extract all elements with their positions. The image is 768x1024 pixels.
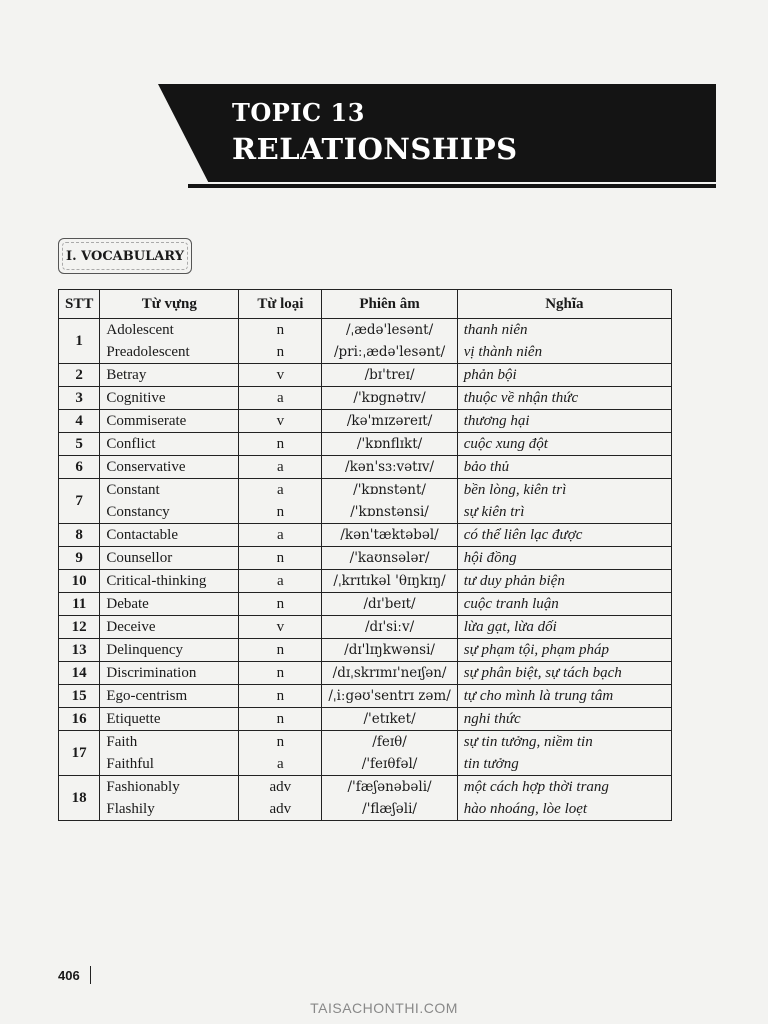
table-row (59, 708, 672, 731)
phonetic-transcription: /ˌiːgəʊ'sentrɪ zəm/ (328, 688, 451, 704)
row-number: 7 (59, 479, 100, 524)
vocab-word-cell (100, 319, 239, 364)
part-of-speech: a (277, 482, 284, 498)
phonetic-transcription: /ˌædə'lesənt/ (345, 322, 434, 338)
part-of-speech-cell (239, 364, 322, 387)
meaning-cell (457, 479, 671, 524)
part-of-speech-cell (239, 387, 322, 410)
part-of-speech: n (276, 642, 285, 658)
phonetic-transcription: /kə'mɪzəreɪt/ (346, 413, 433, 429)
vocab-word: Ego-centrism (106, 688, 188, 704)
meaning: nghi thức (463, 711, 521, 727)
meaning: một cách hợp thời trang (463, 779, 609, 795)
vocab-word: Fashionably (106, 779, 180, 795)
part-of-speech-cell (239, 639, 322, 662)
meaning: hào nhoáng, lòe loẹt (463, 801, 588, 817)
table-row (59, 433, 672, 456)
vocab-word-cell (100, 410, 239, 433)
column-header: Từ vựng (100, 290, 239, 319)
part-of-speech: adv (269, 801, 292, 817)
phonetic-transcription: /dɪ'beɪt/ (363, 596, 416, 612)
phonetic-transcription-cell (322, 524, 457, 547)
row-number: 8 (59, 524, 100, 547)
phonetic-transcription-cell (322, 662, 457, 685)
part-of-speech-cell (239, 593, 322, 616)
meaning-cell (457, 570, 671, 593)
phonetic-transcription: /dɪ'siːv/ (364, 619, 415, 635)
phonetic-transcription-cell (322, 731, 457, 776)
vocab-word-cell (100, 776, 239, 821)
column-header: Từ loại (239, 290, 322, 319)
meaning-cell (457, 524, 671, 547)
vocab-word: Betray (106, 367, 147, 383)
row-number: 3 (59, 387, 100, 410)
vocab-word-cell (100, 570, 239, 593)
table-row (59, 662, 672, 685)
vocab-word-cell (100, 616, 239, 639)
part-of-speech: n (276, 688, 285, 704)
page-number-divider (90, 966, 91, 984)
vocab-word-cell (100, 387, 239, 410)
phonetic-transcription-cell (322, 708, 457, 731)
part-of-speech-cell (239, 479, 322, 524)
phonetic-transcription: /priːˌædə'lesənt/ (333, 344, 446, 360)
table-row (59, 364, 672, 387)
vocab-word: Constant (106, 482, 160, 498)
part-of-speech: n (276, 322, 285, 338)
vocab-word: Constancy (106, 504, 170, 520)
meaning-cell (457, 410, 671, 433)
phonetic-transcription-cell (322, 479, 457, 524)
meaning-cell (457, 685, 671, 708)
row-number: 1 (59, 319, 100, 364)
phonetic-transcription: /dɪ'lɪŋkwənsi/ (344, 642, 435, 658)
vocab-word: Etiquette (106, 711, 161, 727)
phonetic-transcription: /'kaʊnsələr/ (349, 550, 430, 566)
column-header: STT (59, 290, 100, 319)
vocab-word-cell (100, 593, 239, 616)
row-number: 17 (59, 731, 100, 776)
table-row (59, 685, 672, 708)
part-of-speech: n (276, 734, 285, 750)
meaning-cell (457, 639, 671, 662)
part-of-speech: n (276, 550, 285, 566)
meaning: cuộc tranh luận (463, 596, 559, 612)
meaning: sự kiên trì (463, 504, 525, 520)
table-row (59, 387, 672, 410)
table-row (59, 731, 672, 776)
part-of-speech-cell (239, 524, 322, 547)
part-of-speech-cell (239, 776, 322, 821)
meaning-cell (457, 364, 671, 387)
part-of-speech: a (277, 527, 284, 543)
table-row (59, 593, 672, 616)
meaning: tự cho mình là trung tâm (463, 688, 614, 704)
vocab-word-cell (100, 433, 239, 456)
part-of-speech-cell (239, 570, 322, 593)
meaning: lừa gạt, lừa dối (463, 619, 557, 635)
phonetic-transcription-cell (322, 364, 457, 387)
phonetic-transcription: /kən'tæktəbəl/ (340, 527, 439, 543)
vocab-word-cell (100, 662, 239, 685)
table-row (59, 456, 672, 479)
part-of-speech-cell (239, 616, 322, 639)
meaning: cuộc xung đột (463, 436, 548, 452)
row-number: 6 (59, 456, 100, 479)
table-row (59, 570, 672, 593)
part-of-speech: n (276, 665, 285, 681)
phonetic-transcription-cell (322, 433, 457, 456)
meaning: sự phân biệt, sự tách bạch (463, 665, 622, 681)
vocab-word: Faith (106, 734, 138, 750)
phonetic-transcription-cell (322, 319, 457, 364)
row-number: 10 (59, 570, 100, 593)
table-row (59, 479, 672, 524)
meaning: phản bội (463, 367, 517, 383)
section-heading: I. VOCABULARY (66, 248, 184, 264)
table-row (59, 776, 672, 821)
row-number: 14 (59, 662, 100, 685)
meaning: bảo thủ (463, 459, 510, 475)
phonetic-transcription-cell (322, 410, 457, 433)
phonetic-transcription: /'kɒnstənt/ (353, 482, 426, 498)
table-row (59, 547, 672, 570)
meaning-cell (457, 616, 671, 639)
vocab-word: Counsellor (106, 550, 173, 566)
table-row (59, 524, 672, 547)
meaning: thương hại (463, 413, 530, 429)
part-of-speech-cell (239, 662, 322, 685)
vocab-word-cell (100, 547, 239, 570)
part-of-speech: n (276, 711, 285, 727)
meaning: có thể liên lạc được (463, 527, 583, 543)
phonetic-transcription: /'kɒnstənsi/ (350, 504, 429, 520)
phonetic-transcription-cell (322, 685, 457, 708)
row-number: 13 (59, 639, 100, 662)
phonetic-transcription: /kən'sɜːvətɪv/ (345, 459, 435, 475)
meaning: sự tin tưởng, niềm tin (463, 734, 593, 750)
column-header: Nghĩa (457, 290, 671, 319)
part-of-speech: v (276, 413, 285, 429)
phonetic-transcription: /'flæʃəli/ (362, 801, 417, 817)
part-of-speech: adv (269, 779, 292, 795)
meaning: bền lòng, kiên trì (463, 482, 567, 498)
row-number: 16 (59, 708, 100, 731)
phonetic-transcription: /'etɪket/ (363, 711, 416, 727)
vocab-word: Cognitive (106, 390, 166, 406)
vocab-word: Delinquency (106, 642, 183, 658)
vocab-word: Conflict (106, 436, 156, 452)
part-of-speech: n (276, 504, 285, 520)
vocab-word: Faithful (106, 756, 154, 772)
phonetic-transcription-cell (322, 616, 457, 639)
row-number: 11 (59, 593, 100, 616)
vocab-word: Deceive (106, 619, 156, 635)
meaning-cell (457, 387, 671, 410)
vocab-word-cell (100, 685, 239, 708)
vocab-word: Conservative (106, 459, 186, 475)
vocab-word: Contactable (106, 527, 178, 543)
vocab-word-cell (100, 524, 239, 547)
phonetic-transcription-cell (322, 547, 457, 570)
meaning-cell (457, 662, 671, 685)
meaning-cell (457, 708, 671, 731)
phonetic-transcription-cell (322, 776, 457, 821)
part-of-speech: v (276, 619, 285, 635)
page-number: 406 (58, 968, 80, 983)
phonetic-transcription: /dɪˌskrɪmɪ'neɪʃən/ (332, 665, 447, 681)
part-of-speech: n (276, 344, 285, 360)
part-of-speech-cell (239, 708, 322, 731)
phonetic-transcription-cell (322, 593, 457, 616)
phonetic-transcription: /ˌkrɪtɪkəl 'θɪŋkɪŋ/ (333, 573, 446, 589)
vocab-word: Adolescent (106, 322, 174, 338)
phonetic-transcription-cell (322, 456, 457, 479)
row-number: 12 (59, 616, 100, 639)
part-of-speech-cell (239, 319, 322, 364)
topic-number: TOPIC 13 (232, 98, 365, 127)
phonetic-transcription: /'kɒnflɪkt/ (356, 436, 423, 452)
table-body (59, 319, 672, 821)
part-of-speech: a (277, 756, 284, 772)
page-title: RELATIONSHIPS (232, 132, 518, 166)
part-of-speech-cell (239, 410, 322, 433)
table-row (59, 616, 672, 639)
table-row (59, 410, 672, 433)
part-of-speech: v (276, 367, 285, 383)
vocab-word-cell (100, 456, 239, 479)
vocab-word-cell (100, 639, 239, 662)
row-number: 9 (59, 547, 100, 570)
meaning: hội đồng (463, 550, 517, 566)
column-header: Phiên âm (322, 290, 457, 319)
section-heading-box (58, 238, 192, 274)
part-of-speech-cell (239, 433, 322, 456)
table-row (59, 639, 672, 662)
meaning: thanh niên (463, 322, 528, 338)
vocab-word: Debate (106, 596, 149, 612)
meaning-cell (457, 456, 671, 479)
part-of-speech: a (277, 573, 284, 589)
watermark: TAISACHONTHI.COM (310, 1000, 458, 1016)
vocab-word: Discrimination (106, 665, 197, 681)
phonetic-transcription: /'feɪθfəl/ (361, 756, 418, 772)
meaning-cell (457, 547, 671, 570)
phonetic-transcription: /bɪ'treɪ/ (364, 367, 415, 383)
vocab-word-cell (100, 364, 239, 387)
part-of-speech-cell (239, 731, 322, 776)
phonetic-transcription-cell (322, 570, 457, 593)
meaning-cell (457, 433, 671, 456)
vocab-word: Flashily (106, 801, 155, 817)
meaning: vị thành niên (463, 344, 543, 360)
banner-underline (188, 184, 716, 188)
vocabulary-table (58, 289, 672, 821)
part-of-speech-cell (239, 456, 322, 479)
meaning: tư duy phản biện (463, 573, 565, 589)
table-header-row (59, 290, 672, 319)
part-of-speech: n (276, 596, 285, 612)
meaning: thuộc về nhận thức (463, 390, 579, 406)
vocab-word: Critical-thinking (106, 573, 207, 589)
vocab-word: Preadolescent (106, 344, 190, 360)
phonetic-transcription: /'kɒgnətɪv/ (353, 390, 426, 406)
meaning: tin tưởng (463, 756, 519, 772)
vocab-word-cell (100, 731, 239, 776)
phonetic-transcription-cell (322, 387, 457, 410)
meaning-cell (457, 776, 671, 821)
part-of-speech: a (277, 390, 284, 406)
vocab-word: Commiserate (106, 413, 187, 429)
meaning-cell (457, 319, 671, 364)
part-of-speech-cell (239, 547, 322, 570)
meaning-cell (457, 731, 671, 776)
vocab-word-cell (100, 479, 239, 524)
row-number: 5 (59, 433, 100, 456)
vocab-word-cell (100, 708, 239, 731)
meaning-cell (457, 593, 671, 616)
row-number: 4 (59, 410, 100, 433)
row-number: 15 (59, 685, 100, 708)
part-of-speech-cell (239, 685, 322, 708)
row-number: 2 (59, 364, 100, 387)
meaning: sự phạm tội, phạm pháp (463, 642, 610, 658)
part-of-speech: a (277, 459, 284, 475)
row-number: 18 (59, 776, 100, 821)
phonetic-transcription: /'fæʃənəbəli/ (347, 779, 432, 795)
table-row (59, 319, 672, 364)
phonetic-transcription-cell (322, 639, 457, 662)
phonetic-transcription: /feɪθ/ (372, 734, 407, 750)
part-of-speech: n (276, 436, 285, 452)
